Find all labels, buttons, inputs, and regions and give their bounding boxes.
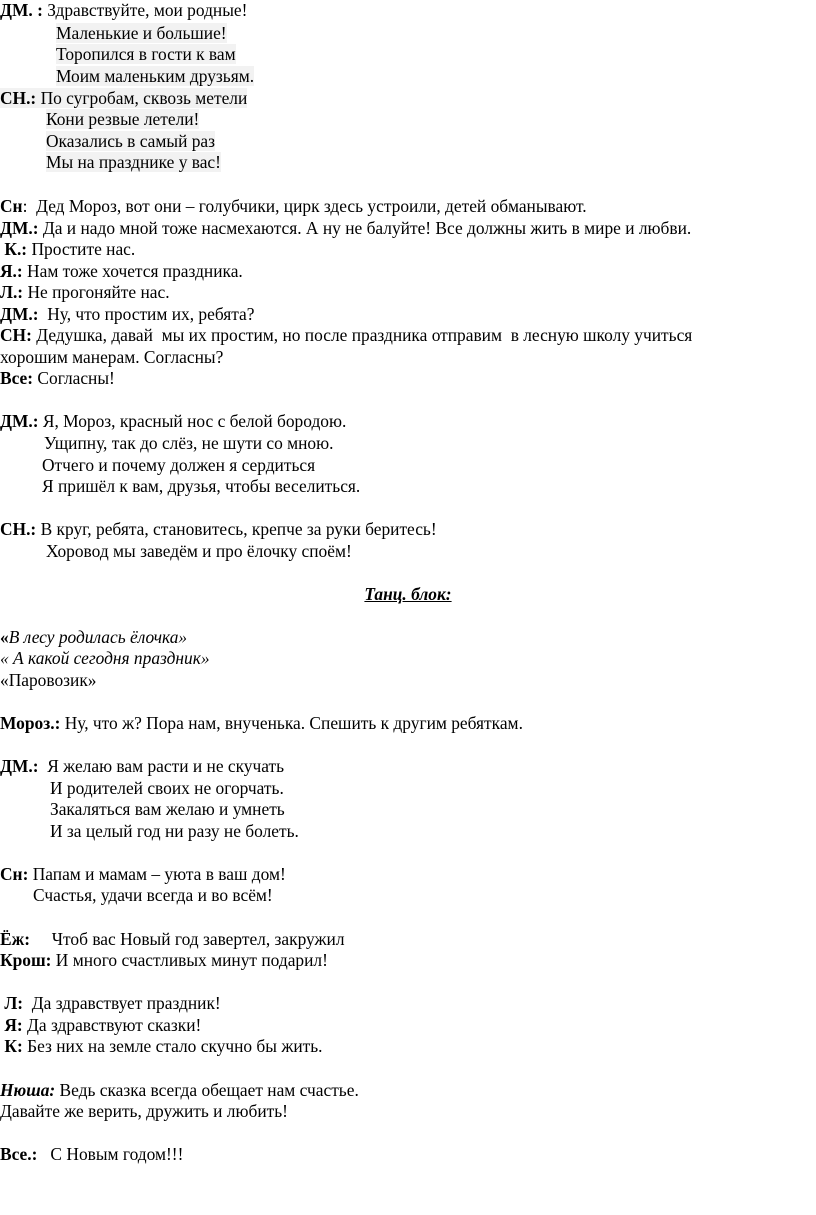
script-line — [0, 1101, 288, 1121]
script-line — [0, 239, 135, 259]
speaker-label: Сн: — [0, 864, 29, 884]
script-line — [0, 325, 692, 345]
script-line — [0, 368, 115, 388]
speaker-label: Сн — [0, 196, 23, 216]
line-text: Я пришёл к вам, друзья, чтобы веселиться. — [42, 476, 361, 496]
script-line — [46, 109, 199, 129]
line-text: Оказались в самый раз — [46, 131, 216, 151]
speaker-label: Мороз.: — [0, 713, 61, 733]
script-line — [56, 66, 254, 86]
speaker-label: ДМ. : — [0, 0, 43, 20]
line-text: И за целый год ни разу не болеть. — [50, 821, 299, 841]
script-line — [42, 476, 360, 496]
script-line — [44, 433, 333, 453]
script-line — [0, 1015, 201, 1035]
script-line — [0, 1080, 359, 1100]
script-line — [0, 261, 243, 281]
song-item — [0, 670, 96, 690]
speaker-label: ДМ.: — [0, 756, 39, 776]
line-text: Согласны! — [33, 368, 115, 388]
line-text: : Дед Мороз, вот они – голубчики, цирк здесь устроили, детей обманывают. — [22, 196, 587, 216]
line-text: Маленькие и большие! — [56, 23, 227, 43]
speaker-label: Все: — [0, 368, 34, 388]
script-line — [0, 950, 328, 970]
script-line — [0, 282, 170, 302]
script-line — [0, 519, 437, 539]
dance-block-title: Танц. блок: — [364, 584, 452, 604]
script-line — [0, 864, 286, 884]
script-line — [0, 929, 345, 949]
speaker-label: К: — [0, 1036, 23, 1056]
script-line — [0, 411, 346, 431]
speaker-label: СН.: — [0, 88, 37, 108]
speaker-label: Крош: — [0, 950, 52, 970]
script-line — [0, 304, 254, 324]
script-line — [33, 885, 273, 905]
song-item — [0, 648, 210, 668]
line-text: Ведь сказка всегда обещает нам счастье. — [55, 1080, 359, 1100]
line-text: Да и надо мной тоже насмехаются. А ну не балуйте! Все должны жить в мире и любви. — [38, 218, 692, 238]
script-line — [0, 713, 523, 733]
speaker-label: СН: — [0, 325, 32, 345]
line-text: Давайте же верить, дружить и любить! — [0, 1101, 288, 1121]
line-text: Папам и мамам – уюта в ваш дом! — [28, 864, 286, 884]
script-line — [0, 88, 247, 108]
script-line — [0, 196, 587, 216]
speaker-label: Л: — [0, 993, 24, 1013]
line-text: Счастья, удачи всегда и во всём! — [33, 885, 273, 905]
line-text: Кони резвые летели! — [46, 109, 200, 129]
speaker-label: Нюша: — [0, 1080, 56, 1100]
speaker-label: Ёж: — [0, 929, 31, 949]
speaker-label: Л.: — [0, 282, 24, 302]
speaker-label: Все.: — [0, 1144, 38, 1164]
line-text: Торопился в гости к вам — [56, 44, 236, 64]
script-line — [0, 1144, 183, 1164]
speaker-label: ДМ.: — [0, 411, 39, 431]
speaker-label: Я: — [0, 1015, 23, 1035]
script-line — [50, 778, 284, 798]
line-text: Ну, что ж? Пора нам, внученька. Спешить к другим ребяткам. — [60, 713, 523, 733]
line-text: Нам тоже хочется праздника. — [22, 261, 243, 281]
line-text: И родителей своих не огорчать. — [50, 778, 284, 798]
script-line — [56, 44, 236, 64]
script-line — [46, 541, 352, 561]
line-text: Ущипну, так до слёз, не шути со мною. — [44, 433, 334, 453]
speaker-label: ДМ.: — [0, 218, 39, 238]
line-text: Хоровод мы заведём и про ёлочку споём! — [46, 541, 352, 561]
script-line — [0, 1036, 323, 1056]
script-line — [46, 152, 221, 172]
line-text: Без них на земле стало скучно бы жить. — [22, 1036, 323, 1056]
line-text: И много счастливых минут подарил! — [51, 950, 328, 970]
line-text: Мы на празднике у вас! — [46, 152, 221, 172]
line-text: Моим маленьким друзьям. — [56, 66, 255, 86]
line-text: Дедушка, давай мы их простим, но после праздника отправим в лесную школу учиться — [31, 325, 693, 345]
song-title: « А какой сегодня праздник» — [0, 648, 210, 668]
script-line — [0, 347, 223, 367]
speaker-label: СН.: — [0, 519, 37, 539]
line-text: хорошим манерам. Согласны? — [0, 347, 224, 367]
script-line — [0, 218, 691, 238]
song-title: В лесу родилась ёлочка» — [8, 627, 188, 647]
line-text: Здравствуйте, мои родные! — [42, 0, 248, 20]
line-text: Не прогоняйте нас. — [23, 282, 170, 302]
script-line — [0, 0, 247, 20]
script-line — [50, 799, 285, 819]
line-text: Я желаю вам расти и не скучать — [38, 756, 285, 776]
line-text: Простите нас. — [27, 239, 136, 259]
line-text: С Новым годом!!! — [37, 1144, 184, 1164]
speaker-label: Я.: — [0, 261, 23, 281]
song-item — [0, 627, 187, 647]
line-text: Отчего и почему должен я сердиться — [42, 455, 316, 475]
speaker-label: ДМ.: — [0, 304, 39, 324]
line-text: Да здравствуют сказки! — [22, 1015, 202, 1035]
song-title: «Паровозик» — [0, 670, 97, 690]
script-line — [0, 993, 221, 1013]
line-text: В круг, ребята, становитесь, крепче за руки беритесь! — [36, 519, 437, 539]
line-text: Чтоб вас Новый год завертел, закружил — [30, 929, 345, 949]
script-line — [0, 756, 284, 776]
line-text: Я, Мороз, красный нос с белой бородою. — [38, 411, 347, 431]
line-text: Ну, что простим их, ребята? — [38, 304, 255, 324]
line-text: Закаляться вам желаю и умнеть — [50, 799, 285, 819]
script-line — [42, 455, 315, 475]
script-line — [56, 23, 227, 43]
script-line — [50, 821, 299, 841]
speaker-label: К.: — [0, 239, 28, 259]
quote-mark: « — [0, 627, 9, 647]
line-text: По сугробам, сквозь метели — [36, 88, 248, 108]
script-line — [46, 131, 215, 151]
section-heading — [0, 584, 816, 604]
line-text: Да здравствует праздник! — [23, 993, 221, 1013]
